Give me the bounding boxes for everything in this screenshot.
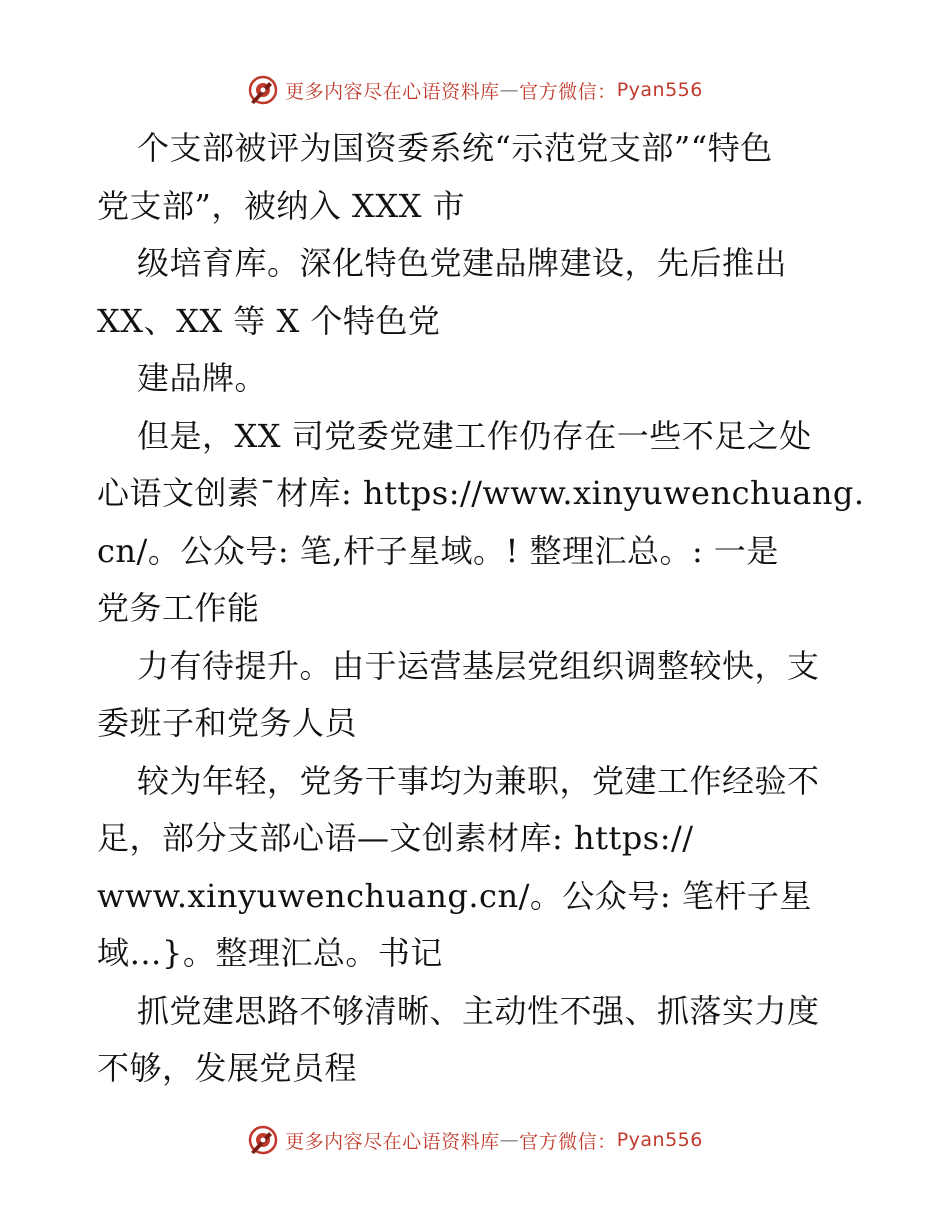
document-body <box>97 120 865 1098</box>
body-text-line: 级培育库。深化特色党建品牌建设，先后推出 <box>137 244 788 282</box>
body-text-line: 建品牌。 <box>137 359 268 397</box>
footer-banner <box>0 1120 950 1160</box>
header-banner-wechat-id: Pyan556 <box>616 79 703 101</box>
body-text-line: 力有待提升。由于运营基层党组织调整较快，支 <box>137 646 820 685</box>
body-text-line: 委班子和党务人员 <box>97 704 358 742</box>
footer-banner-wechat-label: 官方微信： <box>519 1130 617 1153</box>
body-text-line: cn/。公众号: 笔,杆子星域。! 整理汇总。: 一是 <box>97 531 779 570</box>
body-text-line: 域…}。整理汇总。书记 <box>97 934 443 972</box>
body-text-line: 足，部分支部心语—文创素材库: https:// <box>97 819 694 857</box>
header-banner-text: 更多内容尽在心语资料库 <box>285 80 500 103</box>
body-text-line: 不够，发展党员程 <box>97 1049 358 1087</box>
header-banner <box>0 70 950 110</box>
header-banner-separator: — <box>499 79 520 101</box>
body-text-line: 但是，XX 司党委党建工作仍存在一些不足之处 <box>137 416 812 455</box>
pen-logo-icon <box>247 1124 279 1156</box>
body-text-line: 较为年轻，党务干事均为兼职，党建工作经验不 <box>137 761 820 800</box>
body-text-line: 党务工作能 <box>97 589 260 627</box>
header-banner-wechat-label: 官方微信： <box>519 80 617 103</box>
pen-logo-icon <box>247 74 279 106</box>
footer-banner-text: 更多内容尽在心语资料库 <box>285 1130 500 1153</box>
footer-banner-separator: — <box>499 1129 520 1151</box>
body-text-line: www.xinyuwenchuang.cn/。公众号: 笔杆子星 <box>97 876 812 915</box>
body-text-line: 党支部”，被纳入 XXX 市 <box>97 186 466 225</box>
body-text-line: 个支部被评为国资委系统“示范党支部”“特色 <box>137 129 773 167</box>
footer-banner-wechat-id: Pyan556 <box>616 1129 703 1151</box>
body-text-line: 抓党建思路不够清晰、主动性不强、抓落实力度 <box>137 991 820 1030</box>
body-text-line: 心语文创素¯材库: https://www.xinyuwenchuang. <box>97 474 865 512</box>
body-text-line: XX、XX 等 X 个特色党 <box>97 301 441 340</box>
